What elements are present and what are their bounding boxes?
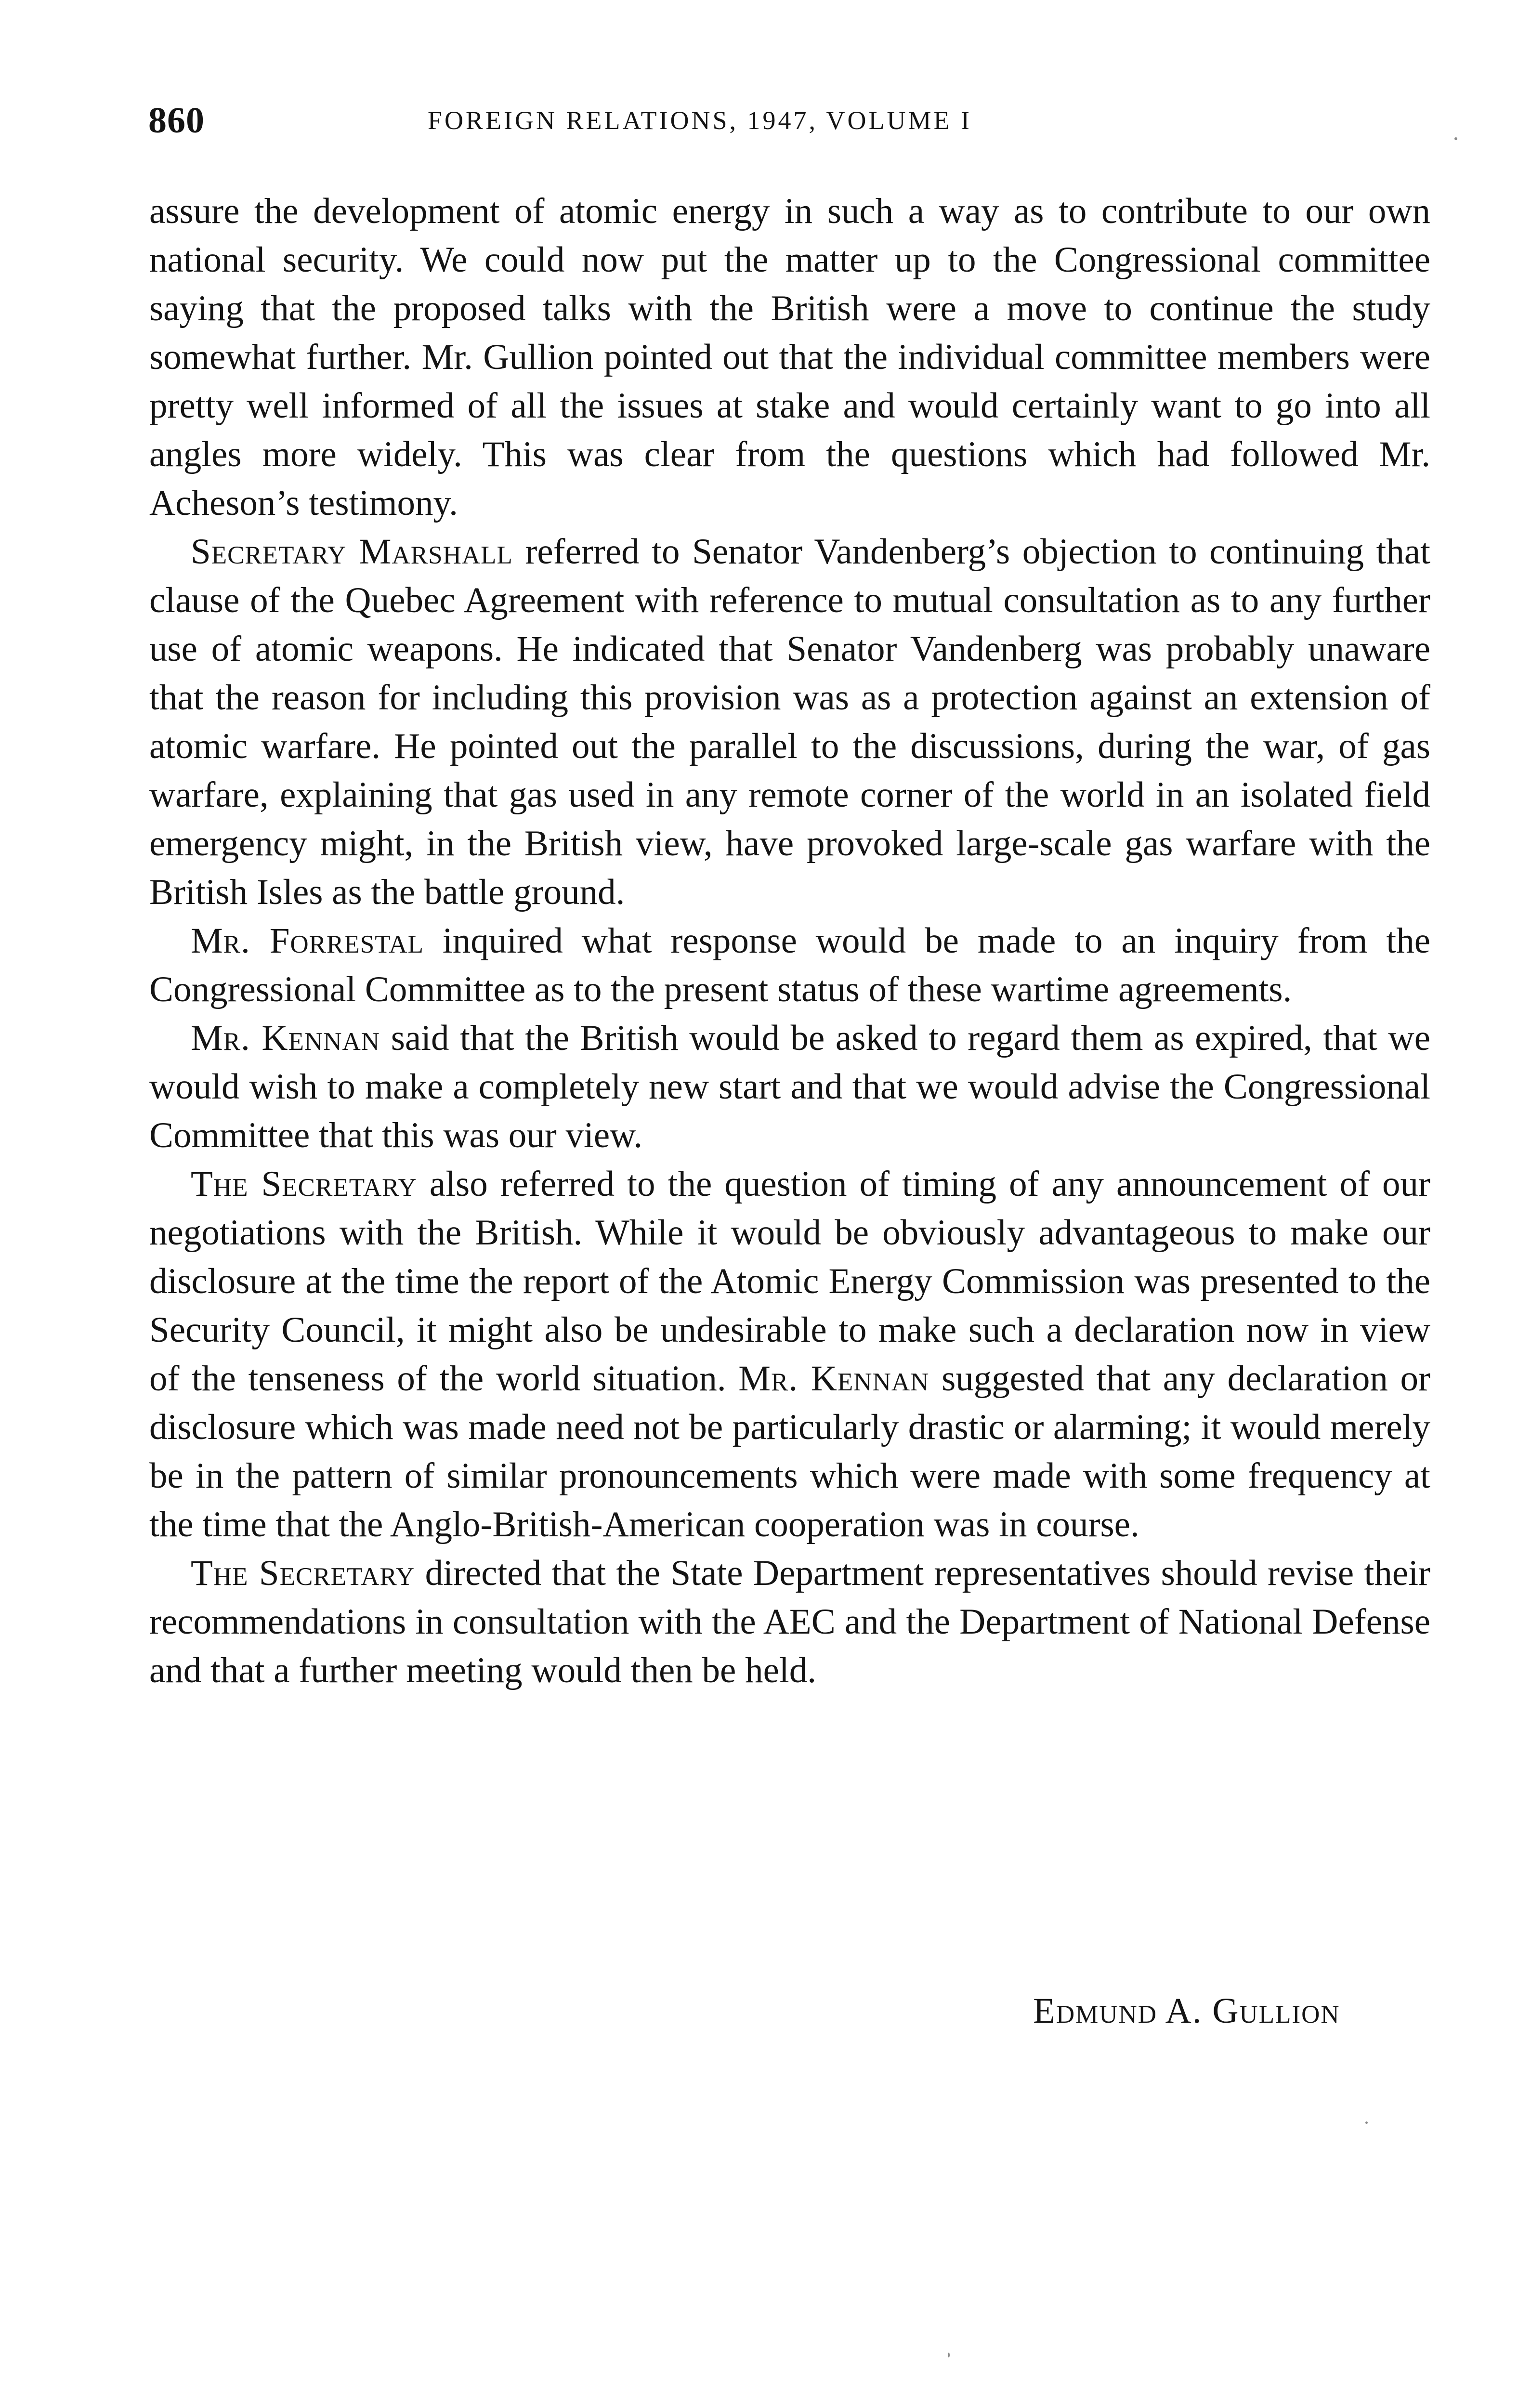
page-header [148,99,1429,142]
paragraph-6-text: directed that the State Department representatives should revise their recommendations in consultation with the AEC and the Department of National Defense and that a further meeting would then be held. [149,1553,1431,1690]
paragraph-5-text-a: also referred to the question of timing of any announcement of our negotiations with the British. While it would be obviously advantageous to make our disclosure at the time the report of the Atomic Energy Commission was presented to the Security Council, it might also be undesirable to make such a declaration now in view of the tenseness of the world situation. [149,1164,1430,1399]
paragraph-1: assure the development of atomic energy in such a way as to contribute to our own national security. We could now put the matter up to the Congressional committee saying that the proposed talks with the British were a move to continue the study somewhat further. Mr. Gullion pointed out that the individual committee members were pretty well informed of all the issues at stake and would certainly want to go into all angles more widely. This was clear from the questions which had followed Mr. Acheson’s testimony. [149,191,1430,523]
paragraph-6 [149,1549,1430,1695]
running-head: FOREIGN RELATIONS, 1947, VOLUME I [428,106,972,135]
speaker-kennan: Mr. Kennan [191,1018,380,1058]
speaker-the-secretary: The Secretary [191,1164,417,1204]
paragraph-4-text: said that the British would be asked to regard them as expired, that we would wish to make a completely new start and that we would advise the Congressional Committee that this was our view. [149,1018,1430,1155]
paragraph-2 [149,527,1430,916]
body-text [149,187,1430,1695]
paragraph-2-text: referred to Senator Vandenberg’s objection to continuing that clause of the Quebec Agreement with reference to mutual consultation as to any further use of atomic weapons. He indicated that Senator Vandenberg was probably unaware that the reason for including this provision was as a protection against an extension of atomic warfare. He pointed out the parallel to the discussions, during the war, of gas warfare, explaining that gas used in any remote corner of the world in an isolated field emergency might, in the British view, have provoked large-scale gas warfare with the British Isles as the battle ground. [149,532,1431,912]
print-speck [1365,2121,1368,2124]
print-speck [1454,137,1457,140]
paragraph-3-text: inquired what response would be made to an inquiry from the Congressional Committee as to the present status of these wartime agreements. [149,921,1430,1009]
speaker-the-secretary-2: The Secretary [191,1553,415,1593]
paragraph-3 [149,916,1430,1014]
signature: Edmund A. Gullion [1033,1991,1340,2031]
speaker-forrestal: Mr. Forrestal [191,921,424,961]
paragraph-5-text-b: suggested that any declaration or disclosure which was made need not be particularly drastic or alarming; it would merely be in the pattern of similar pronouncements which were made with some frequency at the time that the Anglo-British-American cooperation was in course. [149,1359,1430,1544]
print-speck [948,2353,950,2357]
page-number: 860 [148,100,205,141]
paragraph-4 [149,1014,1430,1160]
paragraph-5 [149,1160,1430,1549]
speaker-kennan-2: Mr. Kennan [738,1359,929,1399]
speaker-secretary-marshall: Secretary Marshall [191,532,513,572]
